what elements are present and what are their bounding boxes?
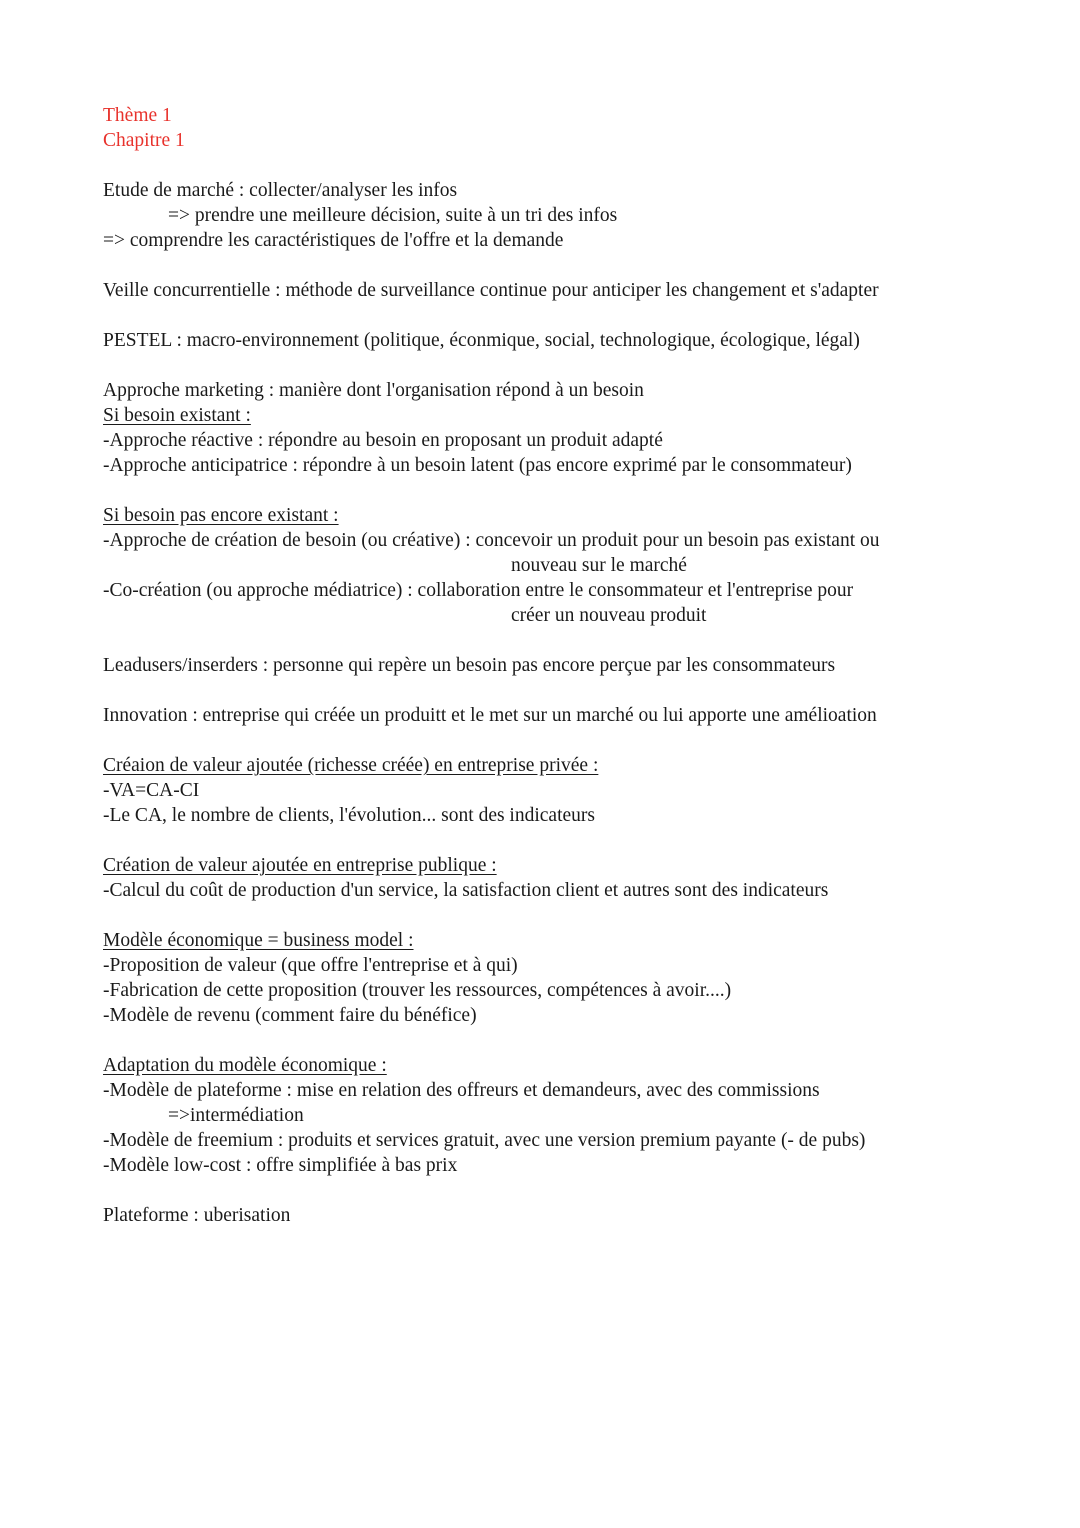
valeur-publique-heading: Création de valeur ajoutée en entreprise publique : [103, 855, 497, 876]
modele-fabrication: -Fabrication de cette proposition (trouver les ressources, compétences à avoir....) [103, 980, 732, 1001]
etude-definition: Etude de marché : collecter/analyser les infos [103, 180, 458, 201]
plateforme-definition: Plateforme : uberisation [103, 1205, 291, 1226]
approche-marketing-definition: Approche marketing : manière dont l'organisation répond à un besoin [103, 380, 644, 401]
besoin-existant-heading: Si besoin existant : [103, 405, 251, 426]
valeur-privee-heading: Créaion de valeur ajoutée (richesse créée) en entreprise privée : [103, 755, 599, 776]
co-creation: -Co-création (ou approche médiatrice) : collaboration entre le consommateur et l'entreprise pour [103, 580, 854, 601]
etude-point-2: => comprendre les caractéristiques de l'offre et la demande [103, 230, 564, 251]
modele-economique-heading: Modèle économique = business model : [103, 930, 414, 951]
approche-creation-cont: nouveau sur le marché [511, 555, 687, 576]
veille-definition: Veille concurrentielle : méthode de surveillance continue pour anticiper les changement et s'adapter [103, 280, 879, 301]
modele-plateforme-cont: =>intermédiation [168, 1105, 304, 1126]
modele-low-cost: -Modèle low-cost : offre simplifiée à bas prix [103, 1155, 458, 1176]
pestel-definition: PESTEL : macro-environnement (politique, éconmique, social, technologique, écologique, légal) [103, 330, 860, 351]
approche-reactive: -Approche réactive : répondre au besoin en proposant un produit adapté [103, 430, 663, 451]
etude-point-1: => prendre une meilleure décision, suite à un tri des infos [168, 205, 618, 226]
valeur-publique-indicateurs: -Calcul du coût de production d'un service, la satisfaction client et autres sont des indicateurs [103, 880, 829, 901]
valeur-privee-indicateurs: -Le CA, le nombre de clients, l'évolution... sont des indicateurs [103, 805, 595, 826]
modele-proposition: -Proposition de valeur (que offre l'entreprise et à qui) [103, 955, 518, 976]
chapter-title: Chapitre 1 [103, 130, 185, 151]
approche-anticipatrice: -Approche anticipatrice : répondre à un besoin latent (pas encore exprimé par le consommateur) [103, 455, 852, 476]
theme-title: Thème 1 [103, 105, 172, 126]
leadusers-definition: Leadusers/inserders : personne qui repère un besoin pas encore perçue par les consommateurs [103, 655, 836, 676]
besoin-pas-existant-heading: Si besoin pas encore existant : [103, 505, 339, 526]
modele-plateforme: -Modèle de plateforme : mise en relation des offreurs et demandeurs, avec des commissions [103, 1080, 820, 1101]
adaptation-heading: Adaptation du modèle économique : [103, 1055, 387, 1076]
modele-revenu: -Modèle de revenu (comment faire du bénéfice) [103, 1005, 477, 1026]
modele-freemium: -Modèle de freemium : produits et services gratuit, avec une version premium payante (- de pubs) [103, 1130, 866, 1151]
document-page [103, 103, 1003, 1228]
approche-creation: -Approche de création de besoin (ou créative) : concevoir un produit pour un besoin pas existant ou [103, 530, 880, 551]
co-creation-cont: créer un nouveau produit [511, 605, 707, 626]
valeur-privee-formula: -VA=CA-CI [103, 780, 200, 801]
innovation-definition: Innovation : entreprise qui créée un produitt et le met sur un marché ou lui apporte une amélioation [103, 705, 877, 726]
